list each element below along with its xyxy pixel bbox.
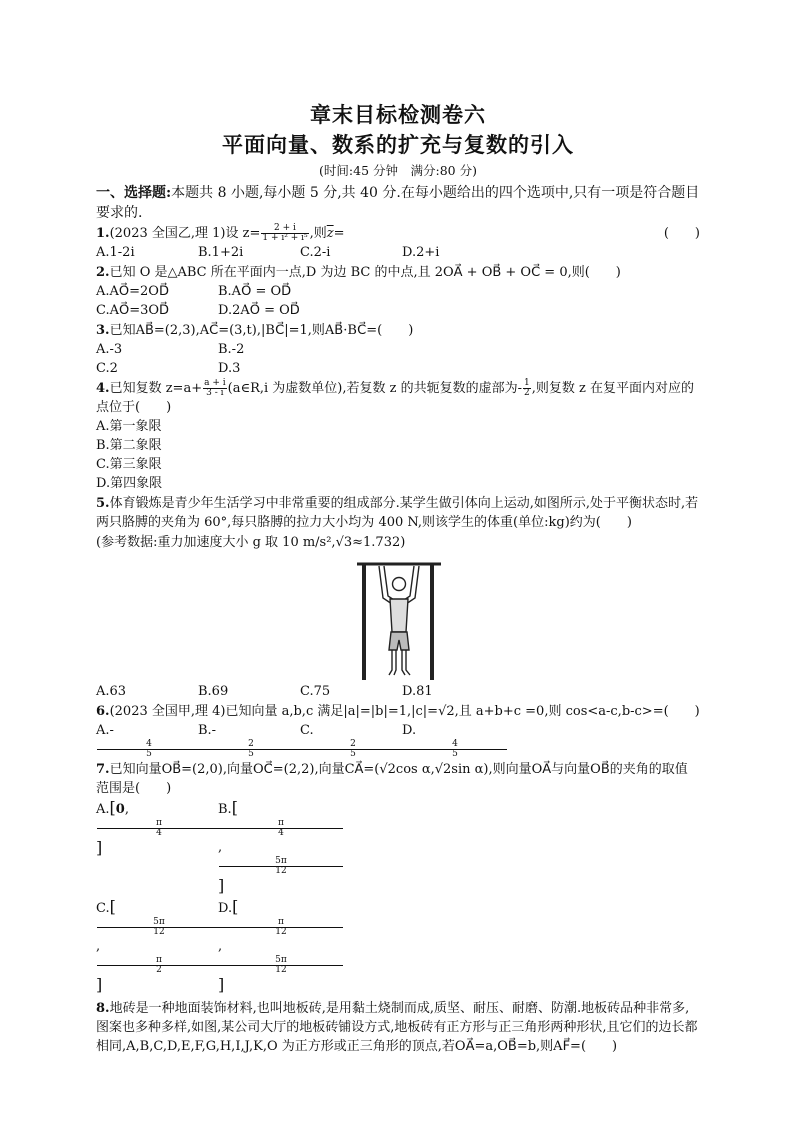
q4-half-numerator: 1 [524, 378, 530, 388]
exam-meta: (时间:45 分钟 满分:80 分) [319, 163, 477, 178]
q3-text: 已知AB⃗=(2,3),AC⃗=(3,t),|BC⃗|=1,则AB⃗·BC⃗=( ) [109, 323, 414, 338]
q7-d-label: D. [218, 901, 233, 916]
q2-number: 2. [96, 265, 110, 280]
q1-option-c[interactable]: C.2-i [300, 245, 331, 260]
q6-number: 6. [96, 704, 110, 719]
q7-d-upper-num: 5π [219, 956, 343, 966]
q7-option-c[interactable]: C.[ $\frac{5\pi}{12}$ , $\frac{\pi}{2}$ ] [96, 897, 218, 996]
q3-options-row-1 [96, 340, 700, 359]
q4-frac-numerator: a + i [204, 378, 226, 388]
q7-a-label: A. [96, 802, 110, 817]
q4-post: ,则复数 z 在复平面内对应的点位于( ) [96, 381, 694, 415]
q2-option-b[interactable]: B.AO⃗ = OD⃗ [218, 284, 292, 299]
q6-text: (2023 全国甲,理 4)已知向量 a,b,c 满足|a|=|b|=1,|c|=√2,且 a+b+c =0,则 cos<a-c,b-c>=( ) [109, 704, 700, 719]
q6-d-den: 5 [452, 749, 458, 759]
q5-number: 5. [96, 496, 110, 511]
q6-options [96, 721, 700, 759]
q6-a-fraction [97, 740, 199, 759]
title-line-2: 平面向量、数系的扩充与复数的引入 [222, 133, 574, 157]
q6-a-den: 5 [146, 749, 152, 759]
q3-number: 3. [96, 323, 110, 338]
q7-option-a[interactable]: A.[0, $\frac{\pi}{4}$ ] [96, 798, 218, 897]
q5-option-d[interactable]: D.81 [402, 684, 433, 699]
q1-fraction [261, 224, 308, 243]
q6-option-b[interactable] [198, 721, 300, 759]
question-4 [96, 379, 700, 417]
question-8 [96, 999, 700, 1056]
q5-options [96, 682, 700, 701]
q8-number: 8. [96, 1001, 110, 1016]
q7-c-lower-num: 5π [97, 918, 221, 928]
q4-options [96, 417, 700, 493]
q1-post: ,则 [309, 226, 327, 241]
q1-eq: = [333, 226, 345, 241]
q7-a-upper-den: 4 [156, 828, 162, 838]
q7-a-upper [97, 819, 219, 838]
q7-options-row-1 [96, 798, 700, 897]
q2-text: 已知 O 是△ABC 所在平面内一点,D 为边 BC 的中点,且 2OA⃗ + OB⃗ + OC⃗ = 0,则( ) [109, 265, 621, 280]
q7-b-lower [219, 819, 341, 838]
q7-c-upper [97, 956, 219, 975]
q7-b-lower-den: 4 [278, 828, 284, 838]
q7-c-upper-num: π [97, 956, 221, 966]
q7-d-lower-num: π [219, 918, 343, 928]
q7-text: 已知向量OB⃗=(2,0),向量OC⃗=(2,2),向量CA⃗=(√2cos α,√2sin α),则向量OA⃗与向量OB⃗的夹角的取值范围是( ) [96, 762, 688, 796]
q2-options-row-1 [96, 282, 700, 301]
q6-b-den: 5 [248, 749, 254, 759]
q5-option-a[interactable]: A.63 [96, 684, 127, 699]
q2-option-c[interactable]: C.AO⃗=3OD⃗ [96, 303, 170, 318]
q6-c-fraction [301, 740, 403, 759]
q3-option-d[interactable]: D.3 [218, 361, 241, 376]
q7-c-upper-den: 2 [156, 965, 162, 975]
section-1-head: 一、选择题: [96, 185, 172, 201]
q6-option-d[interactable] [402, 721, 504, 759]
q7-c-lower-den: 12 [153, 927, 165, 937]
q4-number: 4. [96, 381, 110, 396]
q7-d-lower [219, 918, 341, 937]
q1-options [96, 243, 700, 262]
question-1 [96, 224, 700, 243]
q1-zbar: $\overline{z}$ [326, 226, 334, 241]
pull-up-illustration [354, 554, 444, 681]
q6-b-fraction [199, 740, 301, 759]
q2-options-row-2 [96, 301, 700, 320]
q7-c-label: C. [96, 901, 110, 916]
q4-option-c[interactable]: C.第三象限 [96, 457, 162, 472]
q7-c-lower [97, 918, 219, 937]
q6-c-num: 2 [301, 740, 405, 750]
exam-page [96, 100, 700, 1056]
q6-d-label: D. [402, 723, 417, 738]
q6-a-label: A.- [96, 723, 114, 738]
q2-option-d[interactable]: D.2AO⃗ = OD⃗ [218, 303, 300, 318]
q1-number: 1. [96, 226, 110, 241]
q7-b-label: B. [218, 802, 232, 817]
q6-c-label: C. [300, 723, 314, 738]
q4-half-denominator: 2 [524, 388, 530, 398]
q8-text: 地砖是一种地面装饰材料,也叫地板砖,是用黏土烧制而成,质坚、耐压、耐磨、防潮.地板砖品种非常多,图案也多种多样,如图,某公司大厅的地板砖铺设方式,地板砖有正方形与正三角形两种形状,且它们的边长都相同,A,B,C,D,E,F,G,H,I,J,K,O 为正方形或正三角形的顶点,若OA⃗=a,OB⃗=b,则AF⃗=( ) [96, 1001, 698, 1054]
q7-d-upper-den: 12 [275, 965, 287, 975]
q1-pre: (2023 全国乙,理 1)设 z= [109, 226, 261, 241]
q7-options-row-2 [96, 897, 700, 996]
q6-c-den: 5 [350, 749, 356, 759]
q6-b-label: B.- [198, 723, 217, 738]
section-1-text: 本题共 8 小题,每小题 5 分,共 40 分.在每小题给出的四个选项中,只有一项是符合题目要求的. [96, 185, 700, 221]
question-6 [96, 702, 700, 721]
q4-option-d[interactable]: D.第四象限 [96, 476, 163, 491]
q6-a-num: 4 [97, 740, 201, 750]
question-3 [96, 321, 700, 340]
q4-mid: (a∈R,i 为虚数单位),若复数 z 的共轭复数的虚部为- [227, 381, 522, 396]
q5-text: 体育锻炼是青少年生活学习中非常重要的组成部分.某学生做引体向上运动,如图所示,处于平衡状态时,若两只胳膊的夹角为 60°,每只胳膊的拉力大小均为 400 N,则该学生的体重(单位:kg)约为( ) [96, 496, 699, 530]
q7-b-upper [219, 857, 341, 876]
q1-frac-denominator: 1 + i² + i⁵ [262, 233, 308, 243]
q4-option-a[interactable]: A.第一象限 [96, 419, 162, 434]
q1-option-d[interactable]: D.2+i [402, 245, 440, 260]
q5-reference-data: (参考数据:重力加速度大小 g 取 10 m/s²,√3≈1.732) [96, 535, 406, 550]
q6-d-num: 4 [403, 740, 507, 750]
q5-option-c[interactable]: C.75 [300, 684, 331, 699]
q7-b-lower-num: π [219, 819, 343, 829]
q6-option-a[interactable] [96, 721, 198, 759]
q4-half-fraction [523, 379, 531, 398]
q7-a-zero: 0 [115, 802, 125, 817]
q3-option-a[interactable]: A.-3 [96, 342, 123, 357]
q6-b-num: 2 [199, 740, 303, 750]
question-2 [96, 263, 700, 282]
q4-option-b[interactable]: B.第二象限 [96, 438, 162, 453]
q6-option-c[interactable] [300, 721, 402, 759]
question-7 [96, 760, 700, 798]
pull-up-figure [354, 554, 444, 681]
q6-d-fraction [403, 740, 505, 759]
q3-option-b[interactable]: B.-2 [218, 342, 245, 357]
q7-b-upper-num: 5π [219, 857, 343, 867]
section-1-instructions [96, 183, 700, 223]
q7-option-d[interactable]: D.[ $\frac{\pi}{12}$ , $\frac{5\pi}{12}$ ] [218, 897, 340, 996]
q1-option-b[interactable]: B.1+2i [198, 245, 244, 260]
q3-option-c[interactable]: C.2 [96, 361, 118, 376]
q4-frac-denominator: 3 - i [206, 388, 224, 398]
q4-fraction [203, 379, 227, 398]
title-line-1: 章末目标检测卷六 [310, 103, 486, 127]
q1-frac-numerator: 2 + i [261, 224, 308, 234]
q7-option-b[interactable]: B.[ $\frac{\pi}{4}$ , $\frac{5\pi}{12}$ ] [218, 798, 340, 897]
q7-a-upper-num: π [97, 819, 221, 829]
q4-pre: 已知复数 z=a+ [109, 381, 203, 396]
q3-options-row-2 [96, 359, 700, 378]
q1-option-a[interactable]: A.1-2i [96, 245, 135, 260]
q5-option-b[interactable]: B.69 [198, 684, 229, 699]
q2-option-a[interactable]: A.AO⃗=2OD⃗ [96, 284, 169, 299]
question-5 [96, 494, 700, 532]
q7-d-upper [219, 956, 341, 975]
q7-number: 7. [96, 762, 110, 777]
q1-answer-paren: ( ) [663, 226, 700, 241]
q7-b-upper-den: 12 [275, 866, 287, 876]
q7-d-lower-den: 12 [275, 927, 287, 937]
